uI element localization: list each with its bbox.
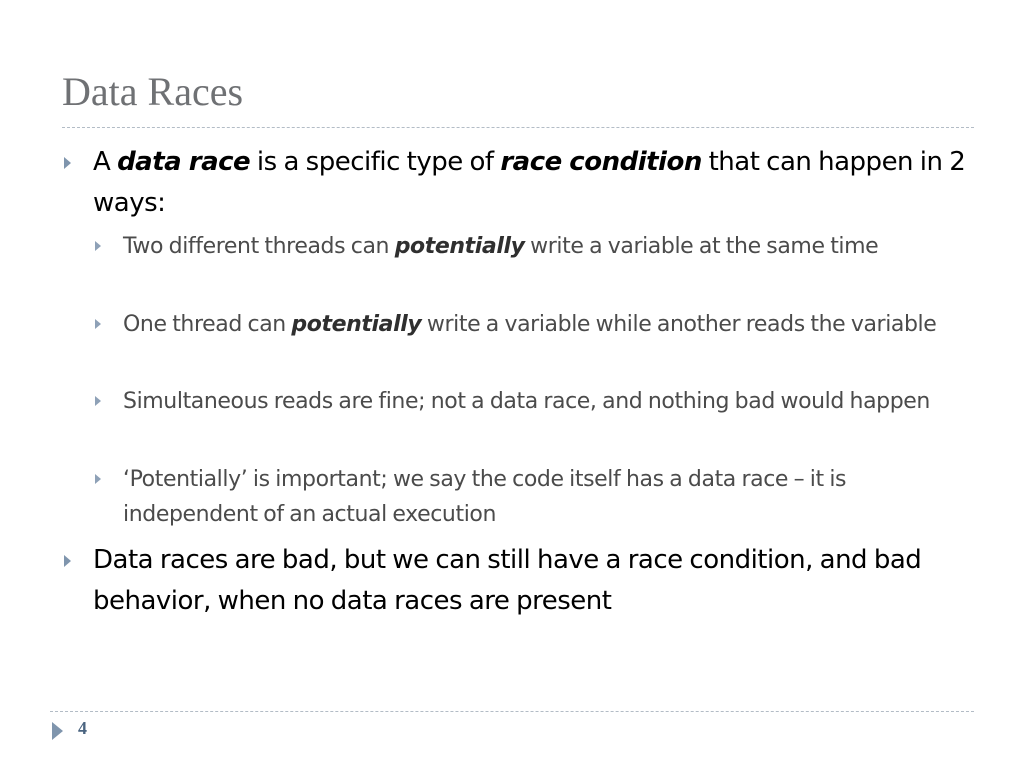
bullet-data-races-bad: Data races are bad, but we can still have a race condition, and bad behavior, when no data races are present	[93, 545, 922, 616]
footer-arrow-icon	[52, 722, 63, 740]
term-race-condition: race condition	[500, 147, 702, 177]
subbullet-potentially: ‘Potentially’ is important; we say the code itself has a data race – it is independent of an actual execution	[123, 467, 847, 527]
page-number: 4	[78, 718, 87, 738]
bullet-arrow-icon	[95, 319, 101, 329]
subbullet-two-writes: Two different threads can potentially write a variable at the same time	[123, 234, 879, 259]
bullet-arrow-icon	[64, 555, 71, 567]
term-data-race: data race	[117, 147, 251, 177]
bullet-arrow-icon	[95, 241, 101, 251]
footer-divider	[50, 711, 974, 712]
subbullet-simultaneous-reads: Simultaneous reads are fine; not a data race, and nothing bad would happen	[123, 389, 930, 414]
title-divider	[62, 127, 974, 128]
bullet-arrow-icon	[95, 474, 101, 484]
subbullet-write-read: One thread can potentially write a variable while another reads the variable	[123, 312, 937, 337]
slide-title: Data Races	[62, 69, 244, 114]
bullet-arrow-icon	[64, 157, 71, 169]
bullet-data-race-definition: A data race is a specific type of race condition that can happen in 2 ways:	[93, 147, 966, 218]
bullet-arrow-icon	[95, 396, 101, 406]
